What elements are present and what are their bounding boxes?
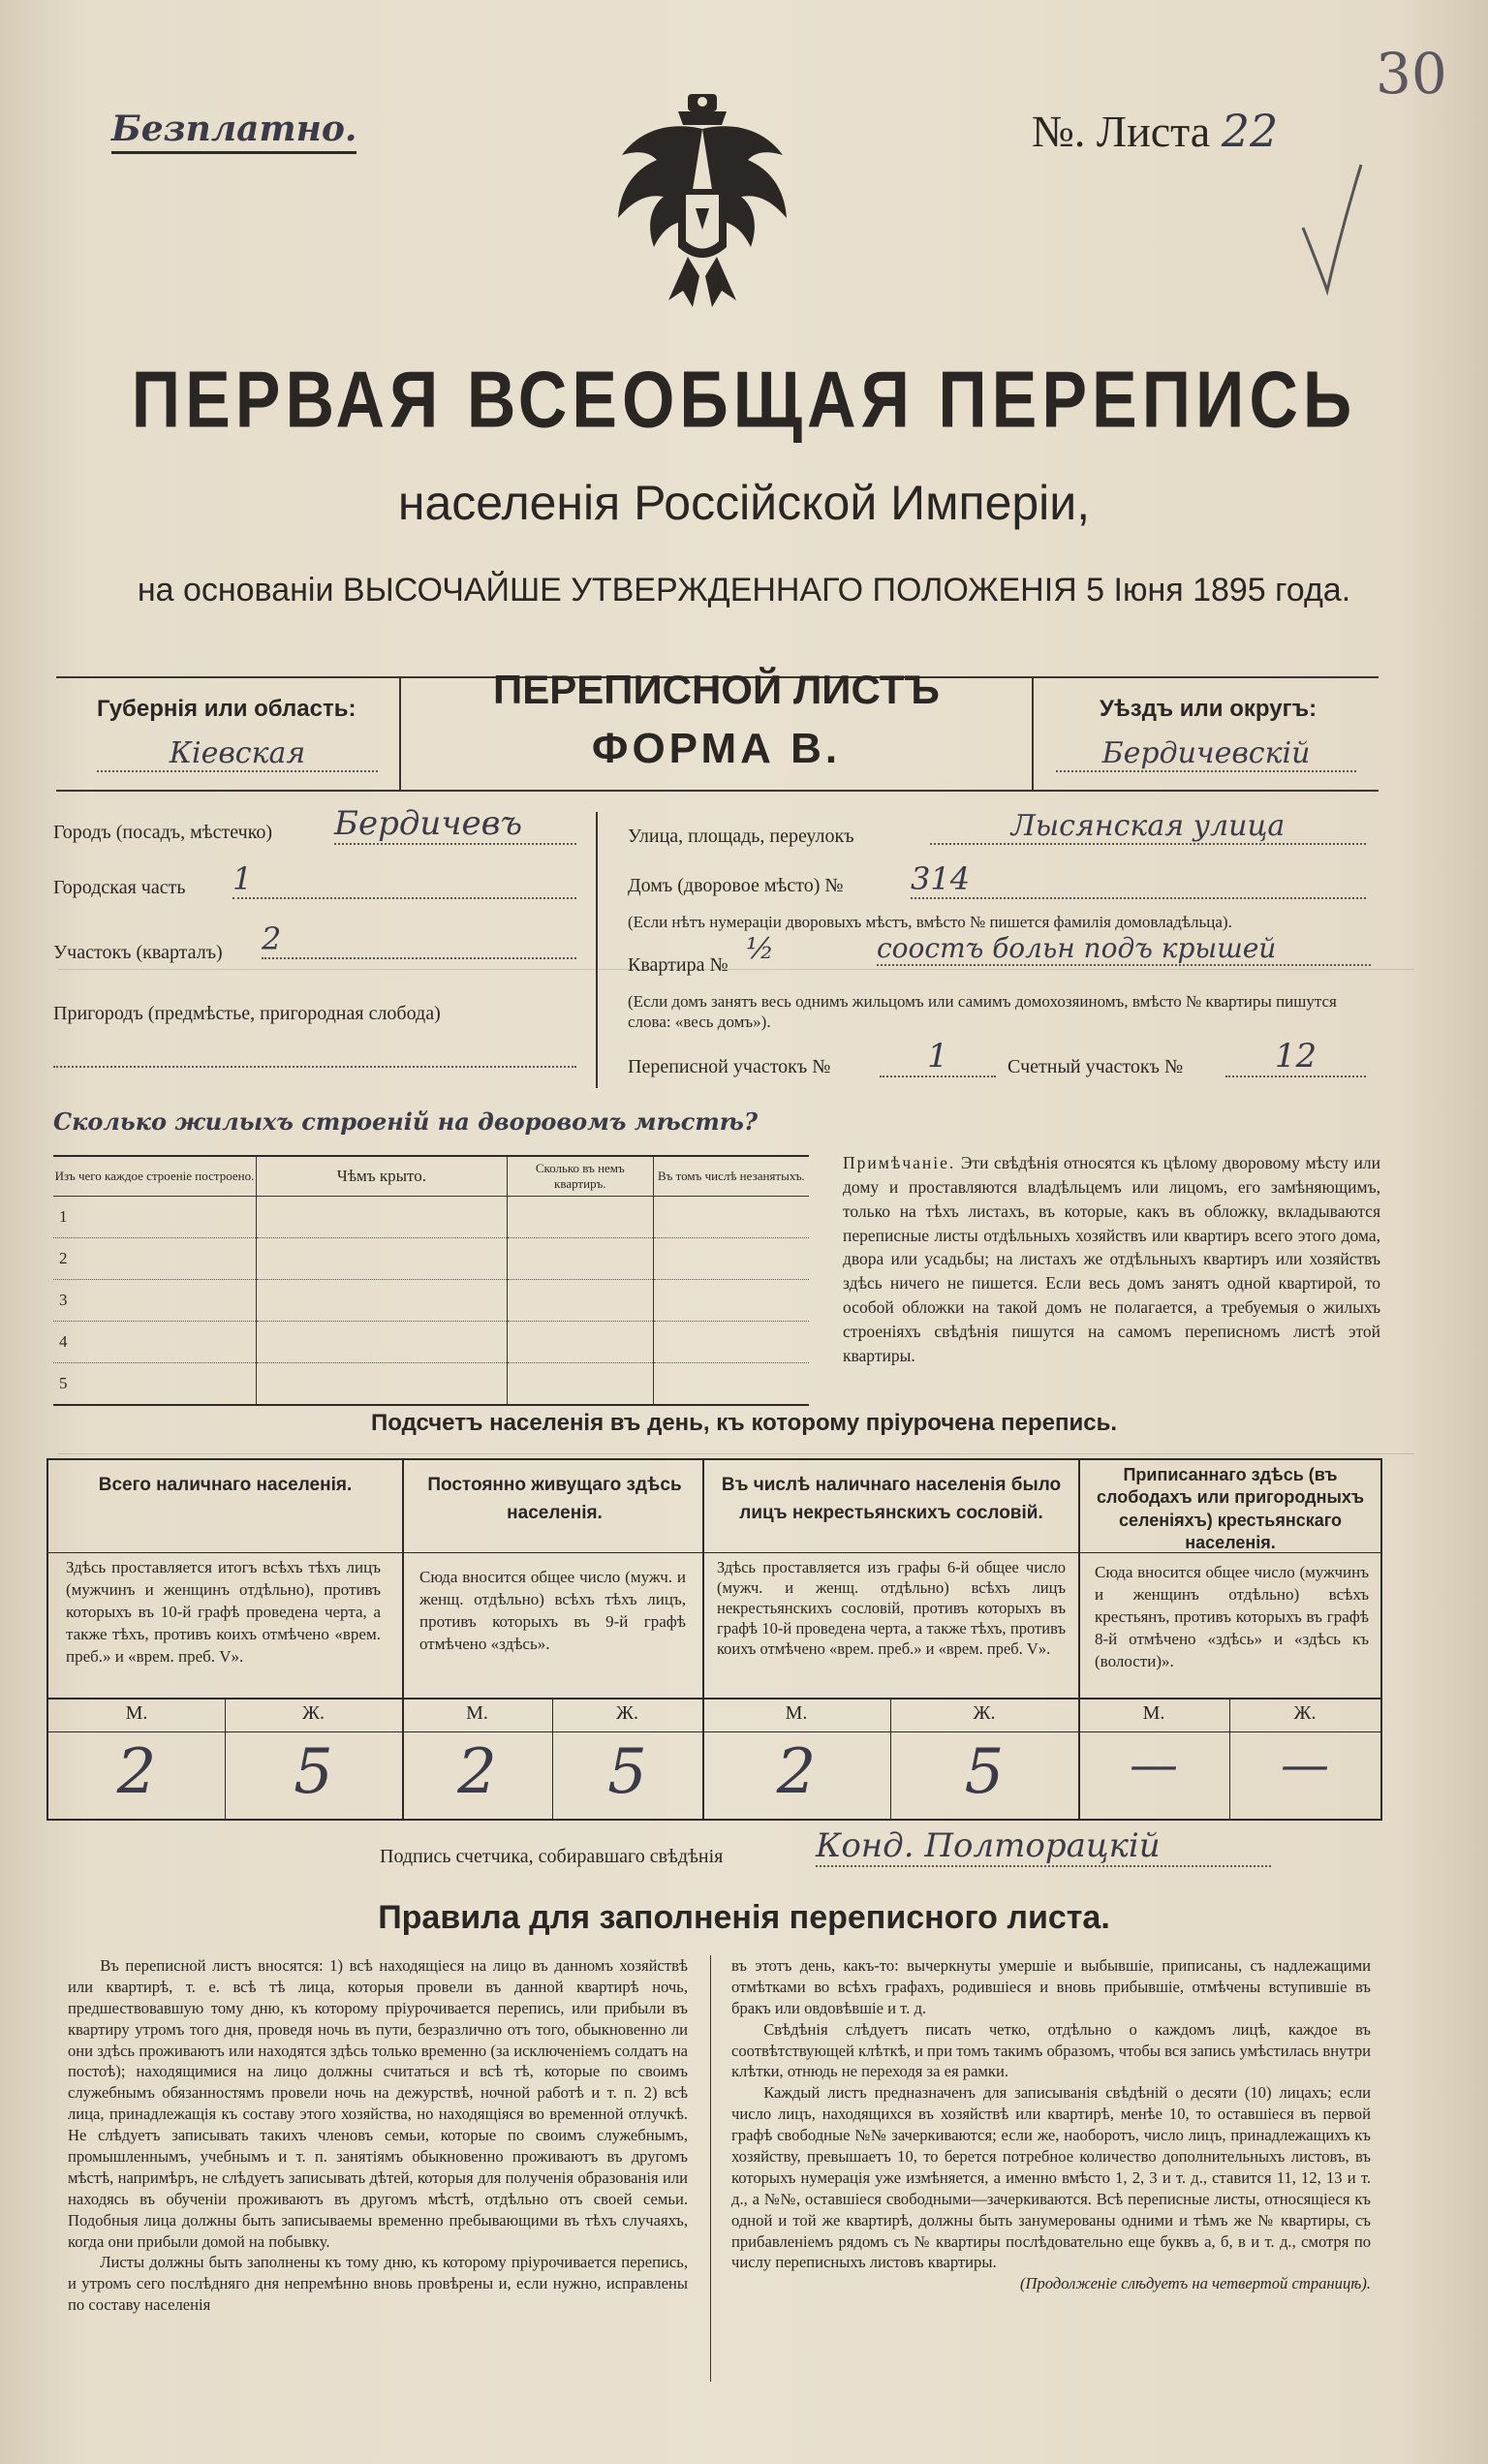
population-count-table	[46, 1458, 1382, 1821]
count-col1-male[interactable]: 2	[116, 1736, 157, 1808]
table-row: 4	[53, 1322, 809, 1363]
census-subtitle: населенія Россійской Имперіи,	[397, 476, 1091, 530]
sheet-number-label: №. Листа	[1032, 107, 1211, 156]
sheet-number	[1032, 105, 1278, 157]
female-label: Ж.	[973, 1702, 996, 1724]
double-headed-eagle-emblem	[610, 92, 794, 315]
archive-number: 30	[1376, 41, 1447, 107]
count-section-label: Счетный участокъ №	[1008, 1056, 1184, 1077]
count-col2-desc: Сюда вносится общее число (мужч. и женщ. отдѣльно) всѣхъ тѣхъ лицъ, противъ которыхъ въ 9-й графѣ отмѣчено «здѣсь».	[419, 1568, 686, 1653]
street-field[interactable]: Лысянская улица	[930, 809, 1366, 845]
house-label: Домъ (дворовое мѣсто) №	[628, 875, 844, 896]
count-title: Подсчетъ населенія въ день, къ которому пріурочена перепись.	[371, 1410, 1117, 1436]
male-label: М.	[466, 1702, 488, 1724]
count-col1-head: Всего наличнаго населенія.	[98, 1475, 353, 1495]
precinct-field[interactable]: 2	[262, 920, 576, 959]
rules-continued: (Продолженіе слѣдуетъ на четвертой страницѣ).	[1019, 2274, 1371, 2293]
rules-paragraph: Въ переписной листъ вносятся: 1) всѣ находящіеся на лицо въ данномъ хозяйствѣ или квартирѣ, т. е. всѣ тѣ лица, которыя провели въ данной квартирѣ ночь, предшествовавшую тому дню, къ которому пріурочивается перепись, или прибыли въ квартиру утромъ того дня, проведя ночь въ пути, безразлично отъ того, обыкновенно ли они здѣсь проживаютъ или находятся здѣсь только временно (за исключеніемъ солдатъ на постоѣ); находящимися на лицо должны считаться и всѣ тѣ, которые по своимъ служебнымъ обязанностямъ провели ночь на дежурствѣ, ночной работѣ и т. п. 2) всѣ лица, принадлежащія къ составу этого хозяйства, но находящіяся во временной отлучкѣ. Не слѣдуетъ записывать такихъ членовъ семьи, которые по своимъ служебнымъ, промышленнымъ, учебнымъ и т. п. занятіямъ обыкновенно проживаютъ въ другомъ мѣстѣ, напримѣръ, не слѣдуетъ записывать дѣтей, которыя для полученія образованія или находясь въ обученіи проживаютъ въ другомъ мѣстѣ, отдѣльно отъ своей семьи. Подобныя лица должны быть записываемы временно пребывающими въ тѣхъ случаяхъ, когда они прибыли домой на побывку.	[68, 1956, 688, 2251]
table-row: 1	[53, 1197, 809, 1238]
table-row: 5	[53, 1363, 809, 1405]
suburb-field[interactable]	[53, 1064, 576, 1068]
house-field[interactable]: 314	[911, 860, 1366, 899]
sheet-number-value: 22	[1221, 105, 1279, 157]
gubernia-label: Губернія или область:	[97, 696, 356, 722]
census-basis: на основаніи ВЫСОЧАЙШЕ УТВЕРЖДЕННАГО ПОЛОЖЕНІЯ 5 Іюня 1895 года.	[137, 572, 1351, 608]
census-section-field[interactable]: 1	[880, 1037, 996, 1077]
rules-paragraph: Листы должны быть заполнены къ тому дню, къ которому пріурочивается перепись, и утромъ сего послѣдняго дня непремѣнно вновь провѣрены и, если нужно, исправлены по составу населенія	[68, 2253, 688, 2315]
count-section-field[interactable]: 12	[1225, 1037, 1366, 1077]
apartment-label: Квартира №	[628, 954, 728, 976]
census-section-label: Переписной участокъ №	[628, 1056, 831, 1077]
count-col3-desc: Здѣсь проставляется изъ графы 6-й общее число (мужч. и женщ. отдѣльно) всѣхъ лицъ некрестьянскихъ сословій, противъ которыхъ въ графѣ 10-й проведена черта, а также тѣхъ, противъ коихъ отмѣчено «врем. преб.» и «врем. преб. V».	[717, 1558, 1066, 1659]
signature-label: Подпись счетчика, собиравшаго свѣдѣнія	[380, 1846, 724, 1867]
count-col3-head: Въ числѣ наличнаго населенія было лицъ некрестьянскихъ сословій.	[721, 1475, 1062, 1523]
apartment-field[interactable]: ½	[746, 932, 775, 966]
table-row: 2	[53, 1238, 809, 1280]
rules-paragraph: Свѣдѣнія слѣдуетъ писать четко, отдѣльно о каждомъ лицѣ, каждое въ соотвѣтствующей клѣткѣ, и при томъ такимъ образомъ, чтобы вся запись умѣстилась внутри клѣтки, отнюдь не переходя за ея рамки.	[731, 2019, 1371, 2081]
census-title: ПЕРВАЯ ВСЕОБЩАЯ ПЕРЕПИСЬ	[131, 355, 1357, 445]
city-label: Городъ (посадъ, мѣстечко)	[53, 822, 273, 843]
female-label: Ж.	[616, 1702, 638, 1724]
form-name: ФОРМА В.	[591, 725, 842, 772]
count-col1-desc: Здѣсь проставляется итогъ всѣхъ тѣхъ лицъ (мужчинъ и женщинъ отдѣльно), противъ которыхъ въ 10-й графѣ проведена черта, а также тѣхъ, противъ коихъ отмѣчено «врем. преб.» и «врем. преб. V».	[66, 1558, 381, 1666]
buildings-note-label: Примѣчаніе.	[843, 1153, 956, 1172]
street-label: Улица, площадь, переулокъ	[628, 826, 854, 847]
buildings-question: Сколько жилыхъ строеній на дворовомъ мѣстѣ?	[53, 1107, 759, 1136]
count-col2-head: Постоянно живущаго здѣсь населенія.	[427, 1475, 682, 1523]
rules-left-column	[68, 1955, 688, 2316]
precinct-label: Участокъ (кварталъ)	[53, 942, 223, 963]
check-mark-icon	[1298, 160, 1366, 296]
form-title: ПЕРЕПИСНОЙ ЛИСТЪ	[493, 667, 940, 712]
count-col4-head: Приписаннаго здѣсь (въ слободахъ или пригородныхъ селеніяхъ) крестьянскаго населенія.	[1097, 1465, 1364, 1553]
buildings-note-text: Эти свѣдѣнія относятся къ цѣлому дворовому мѣсту или дому и проставляются владѣльцемъ или лицомъ, его замѣняющимъ, только на тѣхъ листахъ, въ которые, какъ въ обложку, вкладываются переписные листы отдѣльныхъ хозяйствъ или квартиръ всего этого дома, двора или усадьбы; на листахъ же отдѣльныхъ квартиръ или хозяйствъ здѣсь ничего не пишется. Если весь домъ занятъ одной квартирой, то особой обложки на такой домъ не полагается, а требуемыя о жилыхъ строеніяхъ свѣдѣнія пишутся на самомъ переписномъ листѣ этой квартиры.	[843, 1153, 1381, 1365]
rules-title: Правила для заполненія переписного листа.	[378, 1899, 1110, 1936]
city-part-label: Городская часть	[53, 877, 186, 898]
table-row: 3	[53, 1280, 809, 1322]
count-col4-desc: Сюда вносится общее число (мужчинъ и женщинъ отдѣльно) всѣхъ крестьянъ, противъ которыхъ въ графѣ 8-й отмѣчено «здѣсь» и «здѣсь къ (волости)».	[1095, 1563, 1369, 1670]
male-label: М.	[785, 1702, 808, 1724]
count-col3-female[interactable]: 5	[964, 1736, 1005, 1808]
house-note: (Если нѣтъ нумераціи дворовыхъ мѣстъ, вмѣсто № пишется фамилія домовладѣльца).	[628, 913, 1232, 931]
male-label: М.	[125, 1702, 148, 1724]
count-col1-female[interactable]: 5	[294, 1736, 333, 1808]
signature-field[interactable]: Конд. Полторацкій	[816, 1826, 1271, 1867]
buildings-col-material: Изъ чего каждое строеніе построено.	[53, 1157, 257, 1197]
count-col2-male[interactable]: 2	[457, 1736, 497, 1808]
buildings-col-vacant: Въ томъ числѣ незанятыхъ.	[653, 1157, 809, 1197]
buildings-col-apartments: Сколько въ немъ квартиръ.	[507, 1157, 653, 1197]
free-label: Безплатно.	[111, 109, 356, 154]
uezd-field[interactable]: Бердичевскій	[1056, 736, 1356, 772]
city-part-field[interactable]: 1	[232, 860, 576, 899]
buildings-col-roof: Чѣмъ крыто.	[257, 1157, 508, 1197]
count-col2-female[interactable]: 5	[607, 1736, 647, 1808]
buildings-table	[53, 1155, 809, 1406]
rules-paragraph: Каждый листъ предназначенъ для записыванія свѣдѣній о десяти (10) лицахъ; если число лицъ, находящихся въ хозяйствѣ или квартирѣ, менѣе 10, то оставшіеся въ первой графѣ свободные №№ зачеркиваются; если же, наоборотъ, число лицъ, принадлежащихъ къ хозяйству, превышаетъ 10, то берется потребное количество дополнительныхъ листовъ, въ которыхъ нумерація уже измѣняется, а именно вмѣсто 1, 2, 3 и т. д., ставится 11, 12, 13 и т. д., а №№, оставшіеся свободными—зачеркиваются. Всѣ переписные листы, относящіеся къ одной и той же квартирѣ, должны быть занумерованы одними и тѣмъ же № квартиры, съ прибавленіемъ рядомъ съ № квартиры послѣдовательно еще буквъ а, б, в и т. д., смотря по числу переписныхъ листовъ квартиры.	[731, 2083, 1371, 2272]
suburb-label: Пригородъ (предмѣстье, пригородная слобода)	[53, 1003, 441, 1024]
apartment-extra: соостъ больн подъ крышей	[877, 932, 1371, 966]
city-field[interactable]: Бердичевъ	[334, 804, 576, 845]
female-label: Ж.	[1293, 1702, 1317, 1724]
rules-right-column	[731, 1955, 1371, 2294]
buildings-note	[843, 1151, 1380, 1368]
apartment-note: (Если домъ занятъ весь однимъ жильцомъ или самимъ домохозяиномъ, вмѣсто № квартиры пишутся слова: «весь домъ»).	[628, 992, 1337, 1032]
count-col3-male[interactable]: 2	[776, 1736, 817, 1808]
male-label: М.	[1142, 1702, 1165, 1724]
gubernia-field[interactable]: Кіевская	[97, 736, 378, 772]
female-label: Ж.	[302, 1702, 325, 1724]
count-col4-male[interactable]: —	[1130, 1736, 1178, 1793]
rules-paragraph: въ этотъ день, какъ-то: вычеркнуты умершіе и выбывшіе, приписаны, съ надлежащими отмѣтками во всѣхъ графахъ, родившіеся и вновь прибывшіе, отмѣчены вступившіе въ бракъ или овдовѣвшіе и т. д.	[731, 1956, 1371, 2017]
count-col4-female[interactable]: —	[1281, 1736, 1329, 1793]
uezd-label: Уѣздъ или округъ:	[1100, 696, 1318, 722]
form-header-bottom-rule	[56, 790, 1379, 792]
